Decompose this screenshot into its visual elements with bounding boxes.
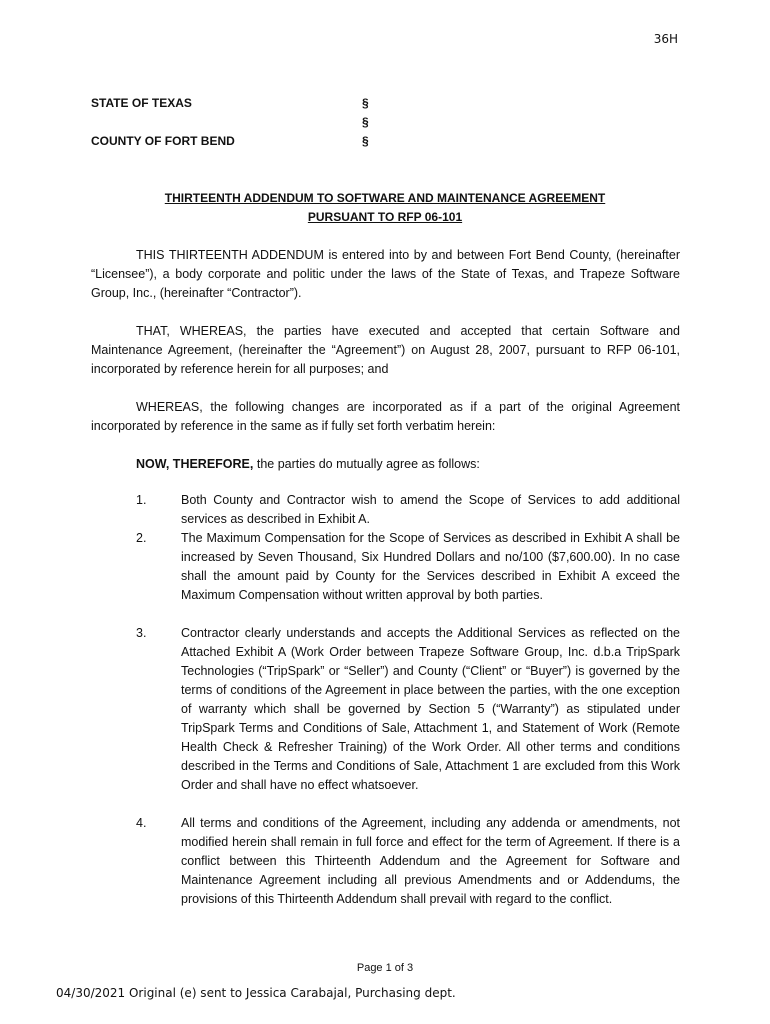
list-item-2 [91,529,680,605]
list-item-number: 3. [136,626,147,640]
page-number: Page 1 of 3 [356,962,414,974]
list-item-text: Both County and Contractor wish to amend the Scope of Services to add additional services as described in Exhibit A. [181,493,680,526]
list-item-number: 4. [136,816,147,830]
paragraph-now-therefore [91,455,680,474]
paragraph-whereas-2 [91,398,680,436]
list-item-number: 2. [136,531,147,545]
title-line-2: PURSUANT TO RFP 06-101 [307,210,463,224]
list-item-4 [91,814,680,909]
list-item-1 [91,491,680,529]
document-number: 36H [653,32,678,46]
paragraph-whereas-2-text: WHEREAS, the following changes are incorporated as if a part of the original Agreement incorporated by reference in the same as if fully set forth verbatim herein: [91,400,680,433]
paragraph-parties-text: THIS THIRTEENTH ADDENDUM is entered into by and between Fort Bend County, (hereinafter “Licensee”), a body corporate and politic under the laws of the State of Texas, and Trapeze Software Group, Inc., (hereinafter “Contractor”). [91,248,680,300]
section-symbol-1: § [362,96,369,110]
title-line-1: THIRTEENTH ADDENDUM TO SOFTWARE AND MAINTENANCE AGREEMENT [164,191,606,205]
distribution-note: 04/30/2021 Original (e) sent to Jessica Carabajal, Purchasing dept. [56,986,456,1000]
venue-county: COUNTY OF FORT BEND [91,134,235,148]
now-therefore-rest: the parties do mutually agree as follows: [253,457,480,471]
list-item-3 [91,624,680,795]
paragraph-whereas-1 [91,322,680,379]
list-item-text: The Maximum Compensation for the Scope of Services as described in Exhibit A shall be increased by Seven Thousand, Six Hundred Dollars and no/100 ($7,600.00). In no case shall the amount paid by County for the Services described in Exhibit A exceed the Maximum Compensation without written approval by both parties. [181,531,680,602]
venue-state: STATE OF TEXAS [91,96,192,110]
paragraph-parties [91,246,680,303]
list-item-number: 1. [136,493,147,507]
paragraph-whereas-1-text: THAT, WHEREAS, the parties have executed and accepted that certain Software and Maintenance Agreement, (hereinafter the “Agreement”) on August 28, 2007, pursuant to RFP 06-101, incorporated by reference herein for all purposes; and [91,324,680,376]
list-item-text: All terms and conditions of the Agreement, including any addenda or amendments, not modified herein shall remain in full force and effect for the term of Agreement. If there is a conflict between this Thirteenth Addendum and the Agreement for Software and Maintenance Agreement including all previous Amendments and or Addendums, the provisions of this Thirteenth Addendum shall prevail with regard to the conflict. [181,816,680,906]
section-symbol-3: § [362,134,369,148]
list-item-text: Contractor clearly understands and accepts the Additional Services as reflected on the Attached Exhibit A (Work Order between Trapeze Software Group, Inc. d.b.a TripSpark Technologies (“TripSpark” or “Seller”) and County (“Client” or “Buyer”) is governed by the terms of conditions of the Agreement in place between the parties, with the one exception of warranty which shall be governed by Section 5 (“Warranty”) as stipulated under TripSpark Terms and Conditions of Sale, Attachment 1, and Statement of Work (Remote Health Check & Refresher Training) of the Work Order. All other terms and conditions described in the Terms and Conditions of Sale, Attachment 1 are excluded from this Work Order and shall have no effect whatsoever. [181,626,680,792]
section-symbol-2: § [362,115,369,129]
now-therefore-bold: NOW, THEREFORE, [136,457,254,471]
